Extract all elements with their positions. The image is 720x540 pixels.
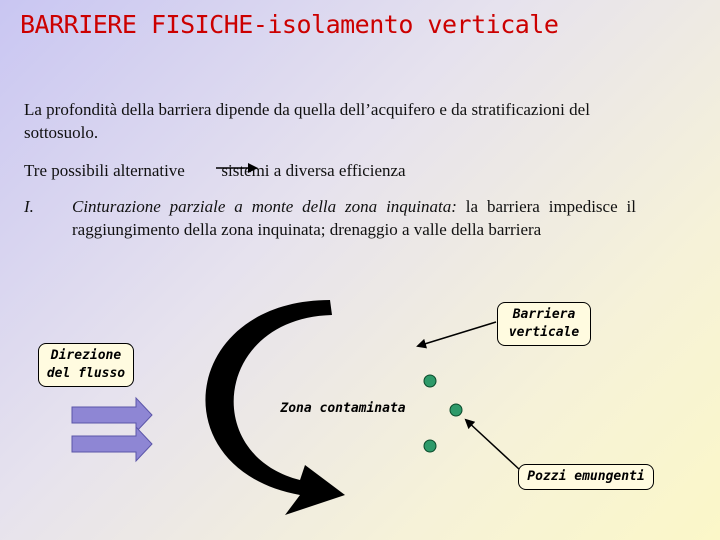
item-number: I. bbox=[24, 197, 34, 216]
flow-arrow bbox=[72, 427, 152, 461]
extraction-well bbox=[424, 440, 436, 452]
extraction-wells-label: Pozzi emungenti bbox=[518, 464, 654, 490]
contaminated-zone-label: Zona contaminata bbox=[280, 401, 406, 416]
item-text: la barriera impedisce il raggiungimento della zona inquinata; drenaggio a valle della barriera bbox=[72, 197, 636, 239]
page-title: BARRIERE FISICHE-isolamento verticale bbox=[20, 10, 559, 39]
wells-pointer bbox=[466, 420, 520, 470]
intro-paragraph: La profondità della barriera dipende da quella dell’acquifero e da stratificazioni del sottosuolo. bbox=[24, 100, 590, 142]
alternatives-tail: sistemi a diversa efficienza bbox=[221, 161, 406, 180]
barrier-pointer bbox=[418, 322, 496, 346]
barrier-label: Barriera verticale bbox=[497, 302, 591, 346]
item-italic: Cinturazione parziale a monte della zona inquinata: bbox=[72, 197, 457, 216]
flow-direction-label: Direzione del flusso bbox=[38, 343, 134, 387]
extraction-well bbox=[450, 404, 462, 416]
extraction-well bbox=[424, 375, 436, 387]
alternatives-lead: Tre possibili alternative bbox=[24, 161, 185, 180]
flow-arrow bbox=[72, 398, 152, 432]
